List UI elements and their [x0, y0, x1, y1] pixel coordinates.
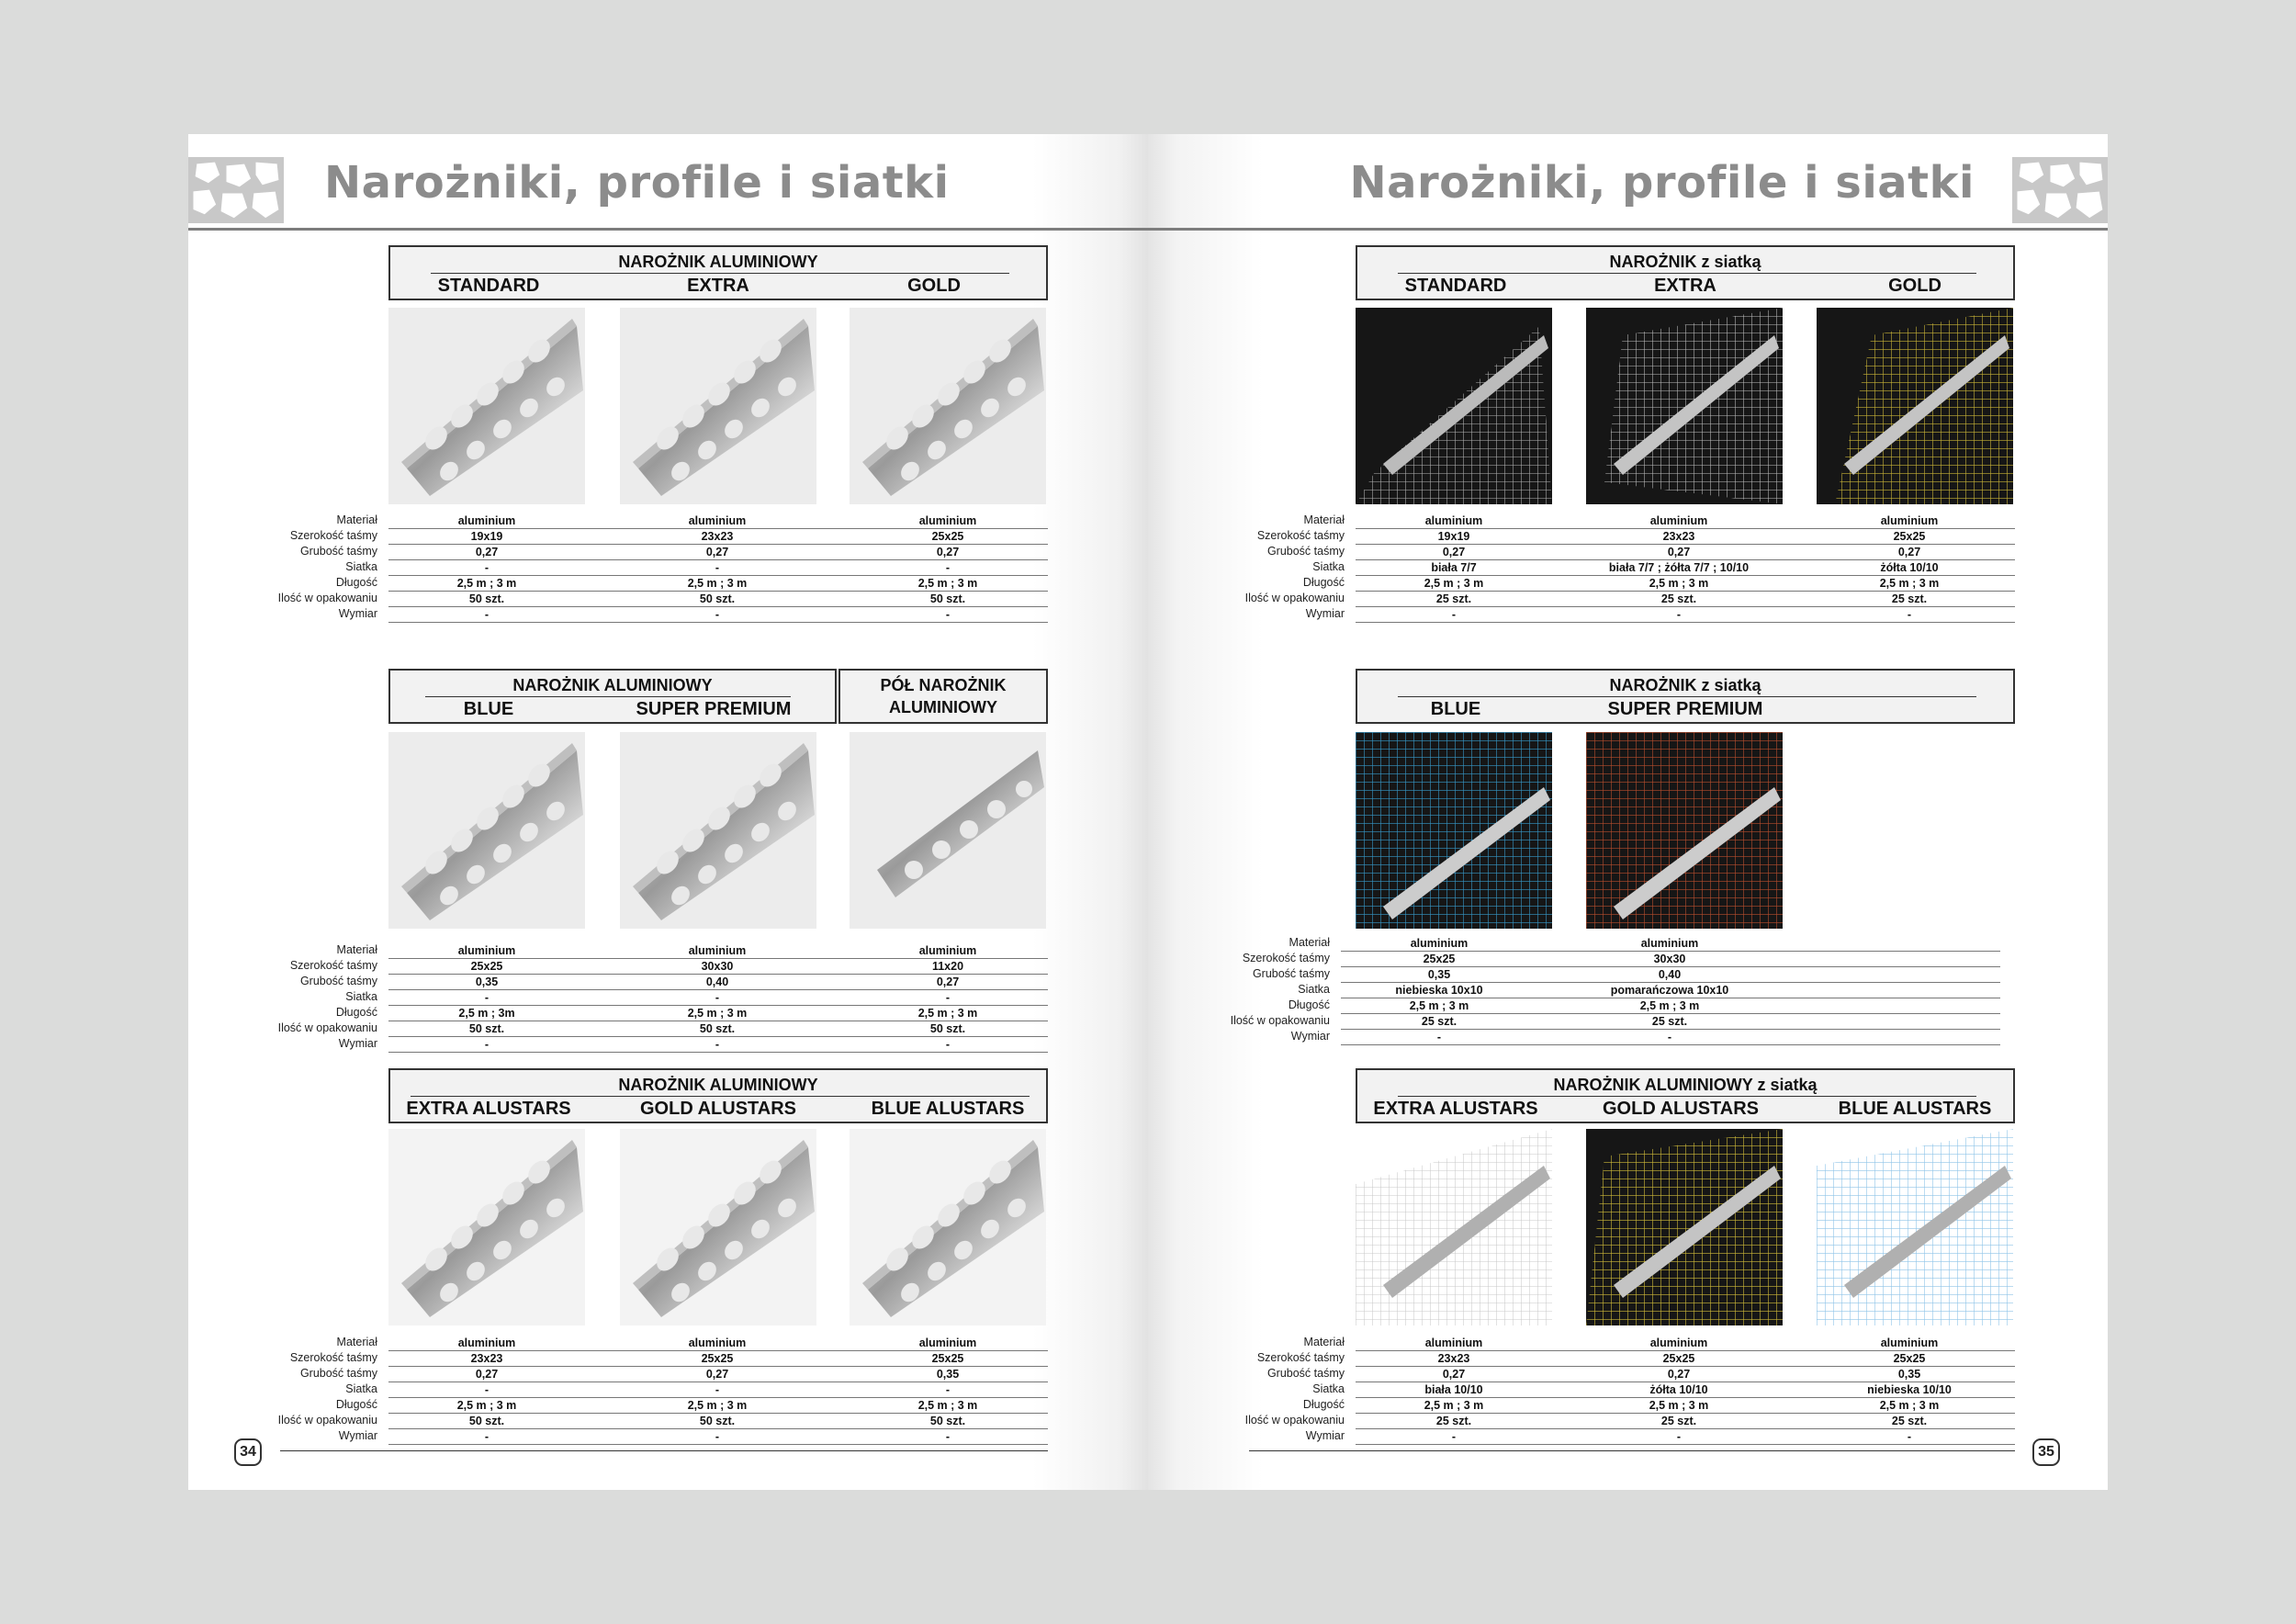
spec-value: żółta 10/10 — [1880, 561, 1939, 574]
spec-row — [1256, 1351, 2015, 1367]
spec-value: 2,5 m ; 3 m — [1649, 1399, 1709, 1412]
variant-label-gold: GOLD — [1888, 276, 1941, 296]
spec-row — [345, 990, 1048, 1006]
spec-value: 2,5 m ; 3 m — [917, 1007, 978, 1020]
spec-label: Ilość w opakowaniu — [277, 1021, 377, 1034]
spec-value: 25 szt. — [1435, 592, 1472, 605]
variant-label-blue: BLUE — [1430, 699, 1481, 719]
section-title: NAROŻNIK z siatką — [1609, 253, 1761, 271]
title-rule — [1398, 1096, 1976, 1097]
spec-value: 2,5 m ; 3 m — [456, 1399, 517, 1412]
spec-value: 25x25 — [1423, 953, 1456, 965]
spec-row — [1266, 545, 2015, 560]
spec-row-rule — [388, 622, 1048, 623]
spec-label: Grubość taśmy — [299, 1367, 377, 1380]
spec-label: Długość — [1302, 1398, 1345, 1411]
header-rule — [1148, 228, 2108, 231]
spec-value: 25 szt. — [1421, 1015, 1458, 1028]
spec-row — [1244, 1414, 2015, 1429]
spec-label: Siatka — [1298, 983, 1330, 996]
spec-value: - — [945, 1383, 951, 1396]
title-rule — [1398, 273, 1976, 274]
spec-label: Materiał — [1303, 1336, 1345, 1348]
spec-value: 11x20 — [931, 960, 964, 973]
spec-value: niebieska 10x10 — [1395, 984, 1483, 997]
spec-value: 25x25 — [931, 1352, 964, 1365]
spec-label: Wymiar — [1305, 607, 1345, 620]
spec-label: Ilość w opakowaniu — [277, 1414, 377, 1427]
spec-label: Siatka — [1312, 1382, 1345, 1395]
spec-row — [1256, 529, 2015, 545]
spec-label: Ilość w opakowaniu — [1230, 1014, 1330, 1027]
spec-value: aluminium — [688, 944, 747, 957]
spec-value: 2,5 m ; 3 m — [1409, 999, 1469, 1012]
spec-value: 0,35 — [475, 976, 499, 988]
header-rule — [188, 228, 1148, 231]
spec-value: biała 7/7 ; żółta 7/7 ; 10/10 — [1608, 561, 1750, 574]
section-title: NAROŻNIK z siatką — [1609, 676, 1761, 694]
section-title: NAROŻNIK ALUMINIOWY — [618, 1076, 818, 1094]
spec-label: Długość — [335, 576, 377, 589]
spec-value: 25x25 — [1893, 530, 1926, 543]
spec-value: - — [945, 1038, 951, 1051]
spec-value: 0,27 — [1442, 546, 1466, 558]
spec-value: aluminium — [1424, 1336, 1483, 1349]
variant-label-super-premium: SUPER PREMIUM — [636, 699, 792, 719]
spec-label: Długość — [335, 1006, 377, 1019]
spec-value: 2,5 m ; 3 m — [1879, 1399, 1940, 1412]
spec-value: 25x25 — [1662, 1352, 1695, 1365]
spec-value: - — [945, 608, 951, 621]
spec-row — [1230, 1014, 2000, 1030]
spec-row — [335, 1006, 1048, 1021]
product-photo-extra — [620, 308, 816, 504]
spec-value: 0,40 — [705, 976, 729, 988]
spec-value: - — [1451, 608, 1457, 621]
spec-value: 0,27 — [936, 976, 960, 988]
spec-row — [1252, 967, 2000, 983]
spec-label: Materiał — [336, 1336, 377, 1348]
spec-value: aluminium — [918, 1336, 977, 1349]
variant-label-super-premium: SUPER PREMIUM — [1607, 699, 1763, 719]
product-photo-gold — [850, 308, 1046, 504]
spec-value: 50 szt. — [699, 1415, 736, 1427]
spec-value: 30x30 — [701, 960, 734, 973]
spec-label: Szerokość taśmy — [289, 1351, 377, 1364]
variant-label-extra-alustars: EXTRA ALUSTARS — [406, 1099, 571, 1119]
spec-value: aluminium — [1649, 514, 1708, 527]
spec-value: 2,5 m ; 3 m — [917, 577, 978, 590]
spec-value: 2,5 m ; 3m — [458, 1007, 515, 1020]
spec-row — [335, 576, 1048, 592]
section-title-line-2: ALUMINIOWY — [889, 698, 997, 716]
spec-row — [1289, 936, 2000, 952]
spec-value: 0,40 — [1658, 968, 1682, 981]
spec-row — [335, 1398, 1048, 1414]
spec-value: - — [715, 561, 720, 574]
spec-value: aluminium — [1410, 937, 1469, 950]
footer-rule — [1249, 1450, 2015, 1451]
spec-value: aluminium — [1880, 1336, 1939, 1349]
variant-label-blue: BLUE — [463, 699, 514, 719]
spec-label: Ilość w opakowaniu — [1244, 592, 1345, 604]
section-title: NAROŻNIK ALUMINIOWY — [618, 253, 818, 271]
spec-value: 2,5 m ; 3 m — [687, 1007, 748, 1020]
spec-label: Wymiar — [338, 1037, 377, 1050]
spec-label: Grubość taśmy — [1266, 1367, 1345, 1380]
spec-value: 30x30 — [1653, 953, 1686, 965]
spec-value: 2,5 m ; 3 m — [456, 577, 517, 590]
spec-value: 23x23 — [1437, 1352, 1470, 1365]
spec-value: 50 szt. — [929, 1022, 966, 1035]
spec-value: aluminium — [457, 1336, 516, 1349]
spec-label: Materiał — [1303, 513, 1345, 526]
spec-value: aluminium — [688, 514, 747, 527]
spec-value: 19x19 — [470, 530, 503, 543]
stone-pattern-logo-icon — [2012, 157, 2108, 223]
spec-value: - — [715, 991, 720, 1004]
spec-label: Szerokość taśmy — [1242, 952, 1330, 964]
spec-value: aluminium — [457, 514, 516, 527]
section-header-corner-with-mesh — [1356, 245, 2015, 300]
spec-row — [1303, 513, 2015, 529]
spec-row — [277, 592, 1048, 607]
title-rule — [1398, 696, 1976, 697]
spec-row — [299, 545, 1048, 560]
title-rule — [431, 273, 1009, 274]
spec-row — [1303, 1336, 2015, 1351]
spec-label: Grubość taśmy — [1252, 967, 1330, 980]
page-34 — [188, 134, 1148, 1490]
page-title: Narożniki, profile i siatki — [1349, 157, 1975, 209]
section-header-aluminium-corner-alustars — [388, 1068, 1048, 1123]
spec-value: 2,5 m ; 3 m — [1879, 577, 1940, 590]
spec-value: 2,5 m ; 3 m — [687, 1399, 748, 1412]
spec-row — [345, 560, 1048, 576]
page-number: 35 — [2032, 1438, 2060, 1466]
spec-row — [1288, 998, 2000, 1014]
variant-label-blue-alustars: BLUE ALUSTARS — [1838, 1099, 1992, 1119]
product-photo-extra-alustars-mesh — [1356, 1129, 1552, 1325]
spec-label: Szerokość taśmy — [289, 959, 377, 972]
spec-value: - — [945, 561, 951, 574]
page-number: 34 — [234, 1438, 262, 1466]
page-title: Narożniki, profile i siatki — [324, 157, 950, 209]
spec-value: żółta 10/10 — [1649, 1383, 1708, 1396]
spec-label: Długość — [335, 1398, 377, 1411]
section-title: NAROŻNIK ALUMINIOWY — [512, 676, 713, 694]
spec-label: Grubość taśmy — [299, 975, 377, 987]
spec-value: 23x23 — [470, 1352, 503, 1365]
variant-label-gold: GOLD — [907, 276, 961, 296]
product-photo-standard — [388, 308, 585, 504]
spec-row — [299, 1367, 1048, 1382]
spec-label: Wymiar — [1305, 1429, 1345, 1442]
footer-rule — [280, 1450, 1048, 1451]
spec-value: aluminium — [1880, 514, 1939, 527]
spec-value: 25x25 — [701, 1352, 734, 1365]
product-photo-extra-alustars — [388, 1129, 585, 1325]
spec-value: aluminium — [1424, 514, 1483, 527]
spec-value: 25 szt. — [1891, 592, 1928, 605]
title-rule — [425, 696, 791, 697]
spec-label: Szerokość taśmy — [289, 529, 377, 542]
spec-value: biała 10/10 — [1424, 1383, 1483, 1396]
spec-value: - — [1907, 1430, 1912, 1443]
spec-value: - — [1451, 1430, 1457, 1443]
spec-value: biała 7/7 — [1431, 561, 1477, 574]
spec-value: 0,27 — [705, 1368, 729, 1381]
spec-label: Szerokość taśmy — [1256, 529, 1345, 542]
spec-label: Szerokość taśmy — [1256, 1351, 1345, 1364]
spec-value: 50 szt. — [929, 1415, 966, 1427]
spec-value: - — [484, 608, 490, 621]
section-header-aluminium-corner — [388, 669, 837, 724]
product-photo-extra-mesh — [1586, 308, 1783, 504]
spec-value: 0,27 — [705, 546, 729, 558]
spec-value: - — [1676, 1430, 1682, 1443]
spec-value: 0,27 — [475, 1368, 499, 1381]
section-header-corner-with-mesh — [1356, 669, 2015, 724]
spec-row — [1244, 592, 2015, 607]
spec-value: - — [484, 991, 490, 1004]
spec-value: - — [484, 1038, 490, 1051]
spec-label: Długość — [1302, 576, 1345, 589]
spec-row — [289, 529, 1048, 545]
product-photo-blue-mesh — [1356, 732, 1552, 929]
spec-value: 0,35 — [1897, 1368, 1921, 1381]
spec-value: 2,5 m ; 3 m — [1424, 1399, 1484, 1412]
section-title-line-1: PÓŁ NAROŻNIK — [880, 676, 1007, 694]
spec-value: 0,35 — [1427, 968, 1451, 981]
spec-row — [277, 1021, 1048, 1037]
spec-row — [1302, 576, 2015, 592]
spec-value: 0,27 — [475, 546, 499, 558]
spec-value: 0,27 — [1667, 1368, 1691, 1381]
spec-value: 0,35 — [936, 1368, 960, 1381]
spec-value: 23x23 — [701, 530, 734, 543]
product-photo-gold-alustars — [620, 1129, 816, 1325]
product-photo-super-premium — [620, 732, 816, 929]
spec-row — [1305, 1429, 2015, 1445]
spec-row-rule — [1341, 1044, 2000, 1045]
spec-value: 25 szt. — [1651, 1015, 1688, 1028]
spec-row — [336, 513, 1048, 529]
spec-row-rule — [388, 1444, 1048, 1445]
spec-value: 2,5 m ; 3 m — [1639, 999, 1700, 1012]
spec-value: - — [715, 1383, 720, 1396]
spec-label: Siatka — [345, 990, 377, 1003]
spec-value: 23x23 — [1662, 530, 1695, 543]
spec-value: 0,27 — [936, 546, 960, 558]
spec-label: Grubość taśmy — [299, 545, 377, 558]
variant-label-extra-alustars: EXTRA ALUSTARS — [1373, 1099, 1538, 1119]
spec-value: 50 szt. — [929, 592, 966, 605]
spec-value: 2,5 m ; 3 m — [1649, 577, 1709, 590]
spec-value: aluminium — [918, 514, 977, 527]
product-photo-half-corner — [850, 732, 1046, 929]
spec-value: - — [1667, 1031, 1672, 1043]
spec-value: 25 szt. — [1435, 1415, 1472, 1427]
spec-row — [277, 1414, 1048, 1429]
spec-label: Wymiar — [1290, 1030, 1330, 1043]
spec-value: 19x19 — [1437, 530, 1470, 543]
spec-row — [336, 943, 1048, 959]
spec-value: - — [715, 608, 720, 621]
spec-label: Ilość w opakowaniu — [1244, 1414, 1345, 1427]
spec-label: Długość — [1288, 998, 1330, 1011]
spec-label: Grubość taśmy — [1266, 545, 1345, 558]
spec-label: Wymiar — [338, 1429, 377, 1442]
section-title: NAROŻNIK ALUMINIOWY z siatką — [1553, 1076, 1818, 1094]
spec-value: 25x25 — [470, 960, 503, 973]
spec-value: 25x25 — [931, 530, 964, 543]
section-header-aluminium-corner-with-mesh — [1356, 1068, 2015, 1123]
spec-row — [289, 1351, 1048, 1367]
spec-value: 0,27 — [1442, 1368, 1466, 1381]
spec-row — [1312, 1382, 2015, 1398]
spec-row-rule — [388, 1052, 1048, 1053]
spec-row — [338, 607, 1048, 623]
spec-label: Ilość w opakowaniu — [277, 592, 377, 604]
spec-value: aluminium — [918, 944, 977, 957]
spec-value: 50 szt. — [699, 592, 736, 605]
product-photo-blue-alustars-mesh — [1817, 1129, 2013, 1325]
title-rule — [411, 1096, 1030, 1097]
spec-label: Materiał — [336, 513, 377, 526]
spec-value: - — [1676, 608, 1682, 621]
product-photo-gold-mesh — [1817, 308, 2013, 504]
spec-value: niebieska 10/10 — [1867, 1383, 1952, 1396]
spec-row — [1298, 983, 2000, 998]
spec-row — [1290, 1030, 2000, 1045]
spec-row — [1305, 607, 2015, 623]
spec-row — [338, 1429, 1048, 1445]
spec-row — [1312, 560, 2015, 576]
spec-value: - — [945, 991, 951, 1004]
spec-value: pomarańczowa 10x10 — [1610, 984, 1729, 997]
spec-value: - — [484, 1383, 490, 1396]
spec-value: aluminium — [457, 944, 516, 957]
spec-row — [336, 1336, 1048, 1351]
spec-value: aluminium — [1649, 1336, 1708, 1349]
spec-value: 25 szt. — [1891, 1415, 1928, 1427]
spec-row-rule — [1356, 1444, 2015, 1445]
spec-value: 0,27 — [1667, 546, 1691, 558]
variant-label-gold-alustars: GOLD ALUSTARS — [640, 1099, 796, 1119]
spec-value: 25 szt. — [1660, 592, 1697, 605]
spec-value: - — [484, 561, 490, 574]
spec-value: 2,5 m ; 3 m — [687, 577, 748, 590]
spec-row — [1302, 1398, 2015, 1414]
spec-row-rule — [1356, 622, 2015, 623]
spec-value: 2,5 m ; 3 m — [1424, 577, 1484, 590]
stone-pattern-logo-icon — [188, 157, 284, 223]
variant-label-standard: STANDARD — [437, 276, 540, 296]
spec-label: Materiał — [336, 943, 377, 956]
spec-label: Siatka — [1312, 560, 1345, 573]
section-header-half-corner — [838, 669, 1048, 724]
variant-label-extra: EXTRA — [1654, 276, 1716, 296]
spec-value: - — [715, 1430, 720, 1443]
spec-value: - — [484, 1430, 490, 1443]
spec-label: Wymiar — [338, 607, 377, 620]
spec-value: 2,5 m ; 3 m — [917, 1399, 978, 1412]
spec-row — [1242, 952, 2000, 967]
spec-value: - — [1436, 1031, 1442, 1043]
spec-value: 0,27 — [1897, 546, 1921, 558]
section-header-aluminium-corner — [388, 245, 1048, 300]
spec-row — [345, 1382, 1048, 1398]
product-photo-gold-alustars-mesh — [1586, 1129, 1783, 1325]
spec-value: - — [1907, 608, 1912, 621]
spec-label: Materiał — [1289, 936, 1330, 949]
spec-value: aluminium — [688, 1336, 747, 1349]
variant-label-extra: EXTRA — [687, 276, 749, 296]
spec-row — [289, 959, 1048, 975]
product-photo-blue — [388, 732, 585, 929]
spec-value: 50 szt. — [699, 1022, 736, 1035]
page-35 — [1148, 134, 2108, 1490]
spec-label: Siatka — [345, 560, 377, 573]
spec-value: 25 szt. — [1660, 1415, 1697, 1427]
product-photo-blue-alustars — [850, 1129, 1046, 1325]
spec-value: 50 szt. — [468, 592, 505, 605]
spec-value: 50 szt. — [468, 1022, 505, 1035]
spec-value: - — [715, 1038, 720, 1051]
spec-value: 50 szt. — [468, 1415, 505, 1427]
spec-label: Siatka — [345, 1382, 377, 1395]
product-photo-standard-mesh — [1356, 308, 1552, 504]
spec-row — [1266, 1367, 2015, 1382]
variant-label-gold-alustars: GOLD ALUSTARS — [1603, 1099, 1759, 1119]
spec-value: - — [945, 1430, 951, 1443]
variant-label-blue-alustars: BLUE ALUSTARS — [871, 1099, 1025, 1119]
variant-label-standard: STANDARD — [1404, 276, 1507, 296]
spec-row — [299, 975, 1048, 990]
spec-value: aluminium — [1640, 937, 1699, 950]
spec-row — [338, 1037, 1048, 1053]
spec-value: 25x25 — [1893, 1352, 1926, 1365]
product-photo-super-premium-mesh — [1586, 732, 1783, 929]
